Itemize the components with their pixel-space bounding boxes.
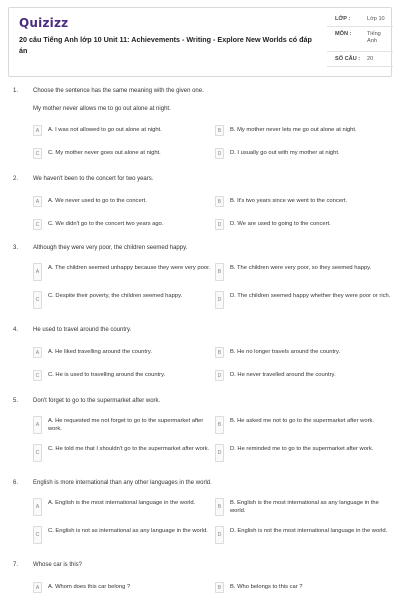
option-letter: D [215, 219, 224, 230]
option-text: C. He told me that I shouldn't go to the supermarket after work. [48, 446, 210, 452]
question-text: English is more international than any other languages in the world. [33, 480, 212, 486]
option-text: B. Who belongs to this car ? [230, 584, 303, 590]
question-number: 2. [13, 176, 19, 182]
option-text: A. I was not allowed to go out alone at night. [48, 127, 162, 133]
option-letter: D [215, 148, 224, 159]
option-letter: B [215, 263, 224, 281]
option-letter: C [33, 291, 42, 309]
option-letter: B [215, 582, 224, 593]
option-letter: B [215, 125, 224, 136]
option-text: C. We didn't go to the concert two years ago. [48, 221, 164, 227]
question-count-label: SỐ CÂU : [335, 56, 361, 62]
option-letter: B [215, 498, 224, 516]
option-text: A. He requested me not forget to go to the supermarket after work. [48, 418, 204, 432]
question-number: 6. [13, 480, 19, 486]
subject-value-line1: Tiếng [367, 31, 381, 37]
grade-value: Lớp 10 [367, 16, 385, 22]
option-text: C. He is used to travelling around the country. [48, 372, 166, 378]
option-letter: B [215, 347, 224, 358]
option-text: B. My mother never lets me go out alone at night. [230, 127, 357, 133]
divider [327, 26, 393, 27]
option-text: A. English is the most international language in the world. [48, 500, 196, 506]
divider [327, 66, 393, 67]
option-text: D. I usually go out with my mother at night. [230, 150, 340, 156]
question-text: Choose the sentence has the same meaning with the given one. [33, 88, 204, 94]
grade-field [327, 16, 393, 30]
question-number: 4. [13, 327, 19, 333]
option-letter: D [215, 370, 224, 381]
option-text: B. The children were very poor, so they seemed happy. [230, 265, 372, 271]
option-text: B. He asked me not to go to the supermarket after work. [230, 418, 375, 424]
option-text: A. We never used to go to the concert. [48, 198, 147, 204]
option-letter: B [215, 196, 224, 207]
option-letter: C [33, 526, 42, 544]
option-text: A. He liked travelling around the country. [48, 349, 152, 355]
option-letter: A [33, 347, 42, 358]
question-number: 7. [13, 562, 19, 568]
option-text: A. Whom does this car belong ? [48, 584, 131, 590]
question-count-value: 20 [367, 56, 374, 62]
option-letter: A [33, 263, 42, 281]
option-text: B. He no longer travels around the country. [230, 349, 341, 355]
option-letter: C [33, 148, 42, 159]
option-letter: A [33, 416, 42, 434]
option-letter: C [33, 370, 42, 381]
question-given-sentence: My mother never allows me to go out alone at night. [33, 106, 171, 112]
question-text: We haven't been to the concert for two years. [33, 176, 154, 182]
option-text: D. He never travelled around the country. [230, 372, 336, 378]
subject-label: MÔN : [335, 31, 352, 37]
option-text: A. The children seemed unhappy because they were very poor. [48, 265, 211, 271]
subject-field [327, 31, 393, 49]
option-text: D. The children seemed happy whether they were poor or rich. [230, 293, 391, 299]
option-text: C. My mother never goes out alone at night. [48, 150, 161, 156]
option-text: C. Despite their poverty, the children seemed happy. [48, 293, 183, 299]
option-letter: A [33, 125, 42, 136]
question-text: Whose car is this? [33, 562, 83, 568]
grade-label: LỚP : [335, 16, 351, 22]
subject-value-line2: Anh [367, 38, 377, 44]
option-letter: B [215, 416, 224, 434]
question-number: 5. [13, 398, 19, 404]
question-number: 3. [13, 245, 19, 251]
option-text: C. English is not as international as any language in the world. [48, 528, 208, 534]
option-letter: D [215, 526, 224, 544]
divider [327, 51, 393, 52]
question-count-field [327, 56, 393, 70]
option-letter: D [215, 291, 224, 309]
option-letter: A [33, 582, 42, 593]
question-text: Although they were very poor, the children seemed happy. [33, 245, 188, 251]
option-letter: A [33, 196, 42, 207]
option-text: D. We are used to going to the concert. [230, 221, 331, 227]
option-text: B. English is the most international as any language in the world. [230, 500, 379, 514]
worksheet-header [8, 7, 392, 77]
option-letter: A [33, 498, 42, 516]
option-text: D. English is not the most international language in the world. [230, 528, 388, 534]
option-letter: C [33, 444, 42, 462]
option-letter: D [215, 444, 224, 462]
worksheet-title: 20 câu Tiếng Anh lớp 10 Unit 11: Achievements - Writing - Explore New Worlds có đáp án [19, 35, 312, 55]
quizizz-logo: Quizizz [19, 16, 69, 30]
question-number: 1. [13, 88, 19, 94]
question-text: Don't forget to go to the supermarket after work. [33, 398, 161, 404]
question-text: He used to travel around the country. [33, 327, 132, 333]
option-text: B. It's two years since we went to the concert. [230, 198, 348, 204]
option-text: D. He reminded me to go to the supermarket after work. [230, 446, 374, 452]
option-letter: C [33, 219, 42, 230]
